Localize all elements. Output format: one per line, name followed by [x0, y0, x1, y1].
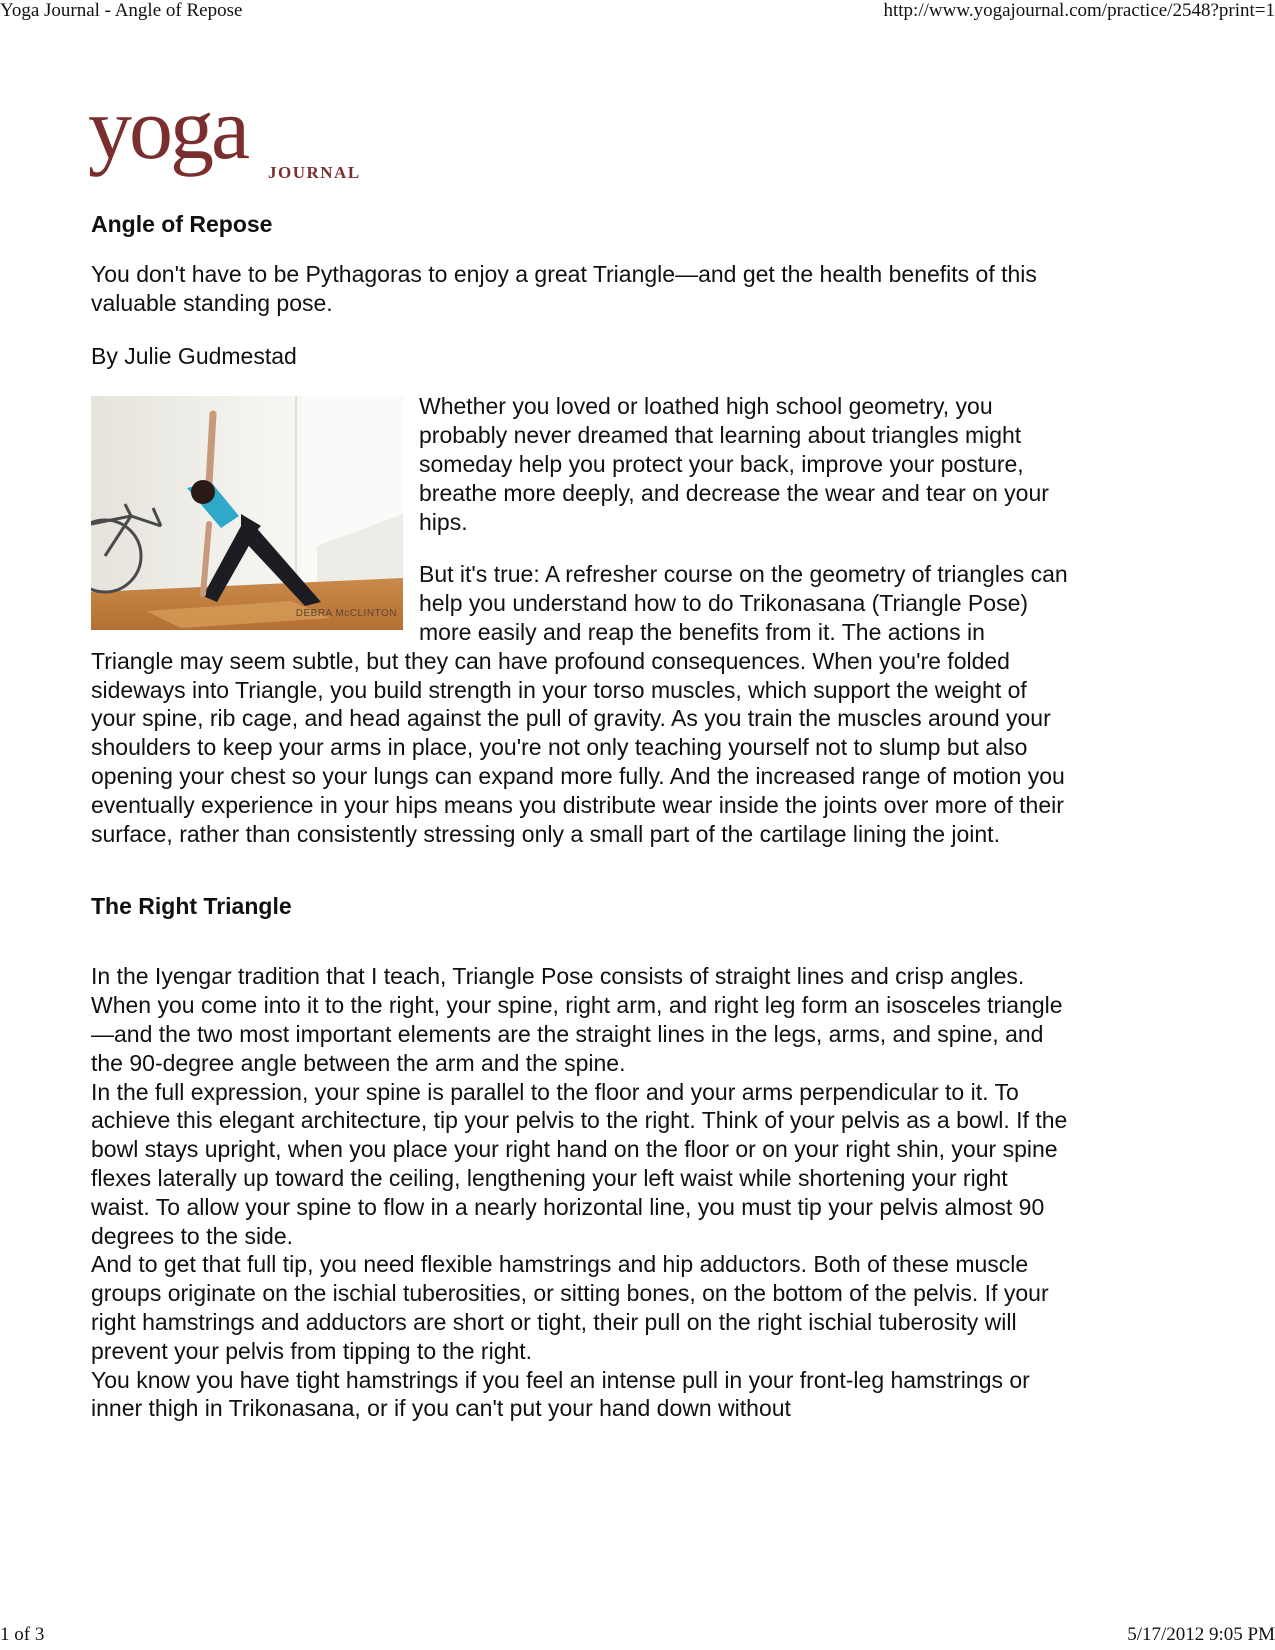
page-title: Yoga Journal - Angle of Repose	[0, 0, 243, 21]
logo-subtext: JOURNAL	[268, 163, 361, 182]
section-paragraph: In the full expression, your spine is parallel to the floor and your arms perpendicular to it. To achieve this elegant architecture, tip your pelvis to the right. Think of your pelvis as a bowl. If the bowl stays upright, when you place your right hand on the floor or on your right shin, your spine flexes laterally up toward the ceiling, lengthening your left waist while shortening your right waist. To allow your spine to flow in a nearly horizontal line, you must tip your pelvis almost 90 degrees to the side.	[91, 1078, 1068, 1249]
print-datetime: 5/17/2012 9:05 PM	[1127, 1624, 1275, 1645]
logo-wordmark: yoga	[88, 92, 248, 178]
article-title: Angle of Repose	[91, 211, 273, 237]
photo-credit: DEBRA McCLINTON	[295, 607, 397, 619]
intro-paragraph: Whether you loved or loathed high school geometry, you probably never dreamed that learning about triangles might someday help you protect your back, improve your posture, breathe more deeply, and decrease the wear and tear on your hips.	[419, 393, 1049, 535]
article	[91, 210, 1071, 1423]
section-paragraph: You know you have tight hamstrings if you feel an intense pull in your front-leg hamstrings or inner thigh in Trikonasana, or if you can't put your hand down without	[91, 1366, 1030, 1422]
print-footer	[0, 1624, 1275, 1650]
intro-paragraph: But it's true: A refresher course on the geometry of triangles can help you understand how to do Trikonasana (Triangle Pose) more easily and reap the benefits from it. The actions in Triangle may seem subtle, but they can have profound consequences. When you're folded sideways into Triangle, you build strength in your torso muscles, which support the weight of your spine, rib cage, and head against the pull of gravity. As you train the muscles around your shoulders to keep your arms in place, you're not only teaching yourself not to slump but also opening your chest so your lungs can expand more fully. And the increased range of motion you eventually experience in your hips means you distribute wear inside the joints over more of their surface, rather than consistently stressing only a small part of the cartilage lining the joint.	[91, 561, 1068, 847]
triangle-pose-photo	[91, 396, 403, 630]
article-subtitle: You don't have to be Pythagoras to enjoy a great Triangle—and get the health benefits of this valuable standing pose.	[91, 261, 1037, 316]
article-byline: By Julie Gudmestad	[91, 342, 297, 369]
section-heading: The Right Triangle	[91, 893, 292, 920]
print-header	[0, 0, 1275, 26]
section-paragraph: And to get that full tip, you need flexible hamstrings and hip adductors. Both of these muscle groups originate on the ischial tuberosities, or sitting bones, on the bottom of the pelvis. If your right hamstrings and adductors are short or tight, their pull on the right ischial tuberosity will prevent your pelvis from tipping to the right.	[91, 1251, 1049, 1364]
section-paragraph: In the Iyengar tradition that I teach, Triangle Pose consists of straight lines and crisp angles. When you come into it to the right, your spine, right arm, and right leg form an isosceles triangle—and the two most important elements are the straight lines in the legs, arms, and spine, and the 90-degree angle between the arm and the spine.	[91, 963, 1063, 1076]
yoga-journal-logo	[88, 92, 378, 202]
page-url[interactable]: http://www.yogajournal.com/practice/2548?print=1	[883, 0, 1275, 21]
page-count: 1 of 3	[0, 1624, 45, 1645]
